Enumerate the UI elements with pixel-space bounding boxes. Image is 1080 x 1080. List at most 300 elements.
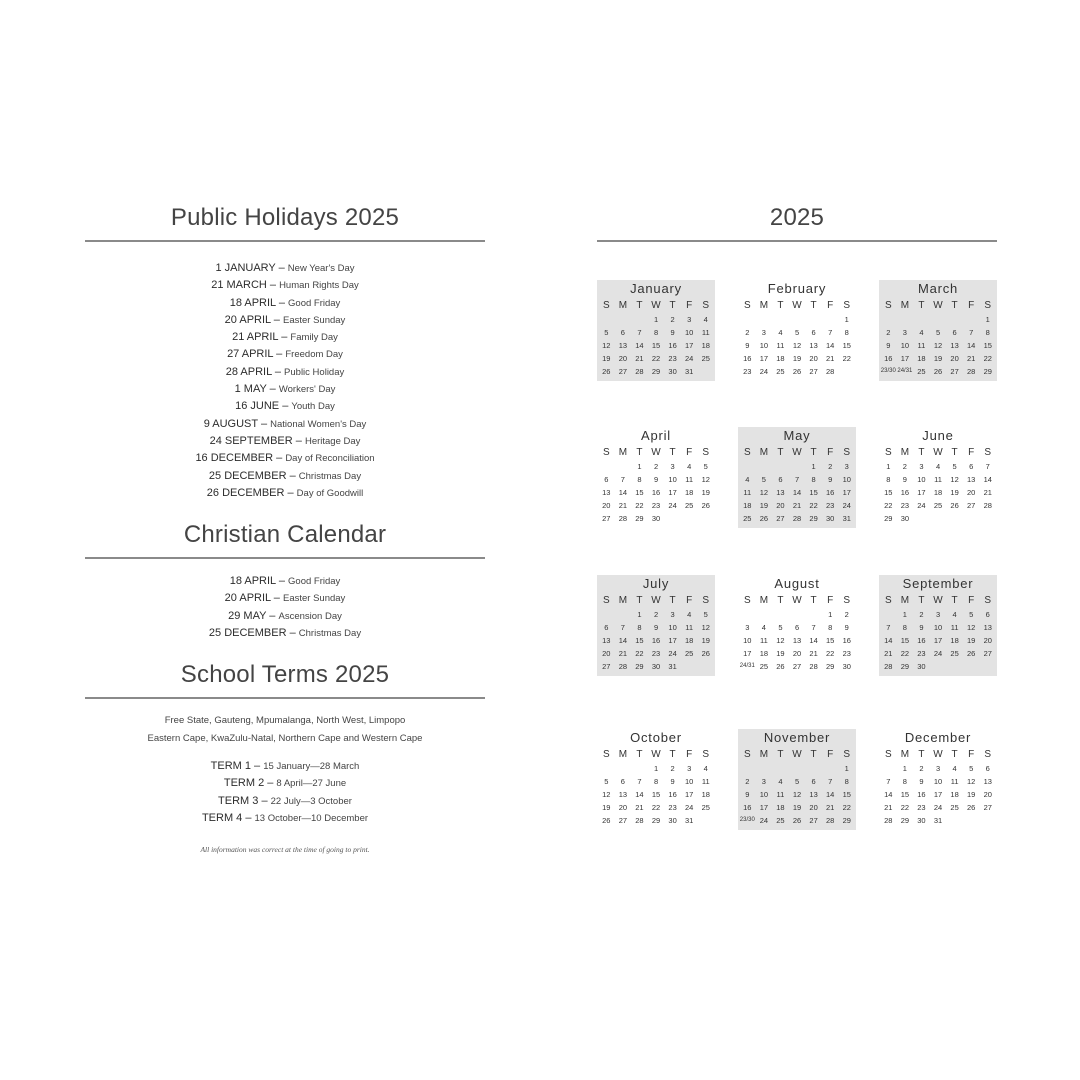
day-cell: 14 [967,341,976,350]
day-cell: 22 [983,354,992,363]
month-september [879,575,997,676]
day-cell: 1 [844,315,849,324]
week-row [880,512,996,525]
day-cell: 21 [967,354,976,363]
entry-name: Easter Sunday [282,314,346,326]
day-cell: 4 [745,475,750,484]
day-cell: 23/30 [739,817,755,823]
day-cell: 20 [950,354,959,363]
day-cell: 11 [950,777,959,786]
day-cell: 23/30 [880,368,896,374]
entry-name: New Year's Day [287,263,355,274]
day-cell: 15 [635,488,644,497]
month-october [597,729,715,830]
day-cell: 28 [635,367,644,376]
day-cell: 12 [792,790,802,799]
day-cell: 18 [933,488,943,497]
day-cell: 6 [985,764,990,773]
day-cell [739,313,756,326]
provinces-line: Free State, Gauteng, Mpumalanga, North West, Limpopo [164,715,406,726]
day-cell: 7 [985,462,990,471]
day-cell: 12 [792,341,802,350]
day-cell: 5 [761,475,766,484]
day-cell: 6 [604,475,609,484]
week-row [598,339,714,352]
week-row [739,460,855,473]
day-cell: 19 [602,803,611,812]
day-cell: 3 [761,777,766,786]
day-cell: 23 [842,649,851,658]
holiday-row [85,398,485,415]
day-cell: 9 [828,475,833,484]
weekday-label: T [810,749,817,760]
weekday-label: W [792,595,802,606]
week-row [880,460,996,473]
day-cell: 20 [792,649,802,658]
entry-date: TERM 3 – [218,794,271,807]
weekday-label: T [777,300,784,311]
day-cell: 26 [950,501,959,510]
day-cell [880,608,897,621]
day-cell: 26 [792,816,802,825]
day-cell [772,762,789,775]
week-row [880,634,996,647]
day-cell: 10 [759,790,769,799]
day-cell: 1 [637,462,642,471]
day-cell: 13 [983,777,992,786]
weekday-label: T [810,447,817,458]
day-cell: 27 [776,514,785,523]
day-cell: 4 [687,610,692,619]
weekday-label: F [968,749,975,760]
day-cell: 12 [967,623,976,632]
day-cell: 7 [620,623,625,632]
day-cell: 1 [828,610,833,619]
day-cell: 10 [668,623,677,632]
day-cell [946,313,963,326]
day-cell: 26 [967,649,976,658]
month-december [879,729,997,830]
day-cell: 18 [759,649,769,658]
entry-name: 8 April—27 June [276,778,347,790]
day-cell: 5 [794,328,800,337]
day-cell [822,313,839,326]
day-cell: 23 [668,803,677,812]
weekday-label: T [669,300,676,311]
week-row [598,608,714,621]
week-row [598,486,714,499]
day-cell: 14 [884,636,893,645]
day-cell: 15 [983,341,992,350]
week-row [880,339,996,352]
day-cell [930,313,947,326]
day-cell: 8 [828,623,833,632]
weekday-label: S [743,447,751,458]
day-cell: 21 [983,488,992,497]
day-cell: 28 [809,662,818,671]
day-cell: 22 [635,649,644,658]
day-cell: 19 [602,354,611,363]
holiday-row [85,364,485,381]
day-grid [597,762,715,827]
day-cell: 22 [900,649,910,658]
public-holidays-title: Public Holidays 2025 [170,204,400,231]
day-cell: 25 [950,803,959,812]
weekday-header [597,298,715,313]
print-disclaimer: All information was correct at the time of going to print. [200,845,370,854]
entry-date: 29 MAY – [228,609,279,622]
day-cell: 20 [983,636,992,645]
week-row [739,608,855,621]
title-rule [597,240,997,242]
entry-name: National Women's Day [270,418,367,430]
week-row [598,775,714,788]
week-row [880,352,996,365]
day-cell [880,313,897,326]
day-cell: 18 [701,790,710,799]
day-cell: 16 [884,354,893,363]
day-cell [756,608,773,621]
day-cell: 25 [776,367,785,376]
week-row [598,365,714,378]
day-cell [756,762,773,775]
day-cell: 16 [668,341,677,350]
day-cell: 20 [602,649,611,658]
entry-date: TERM 4 – [201,811,255,824]
day-cell: 12 [701,623,710,632]
weekday-label: S [884,595,892,606]
day-cell: 25 [743,514,752,523]
weekday-label: T [918,447,925,458]
week-row [880,326,996,339]
entry-name: 22 July—3 October [270,795,352,807]
day-cell: 30 [668,367,677,376]
weekday-label: M [759,749,769,760]
weekday-label: M [759,447,769,458]
weekday-label: F [686,447,693,458]
day-cell [946,814,963,827]
day-cell: 28 [792,514,802,523]
weekday-header [597,445,715,460]
day-cell: 11 [917,341,926,350]
entry-date: 20 APRIL – [224,592,283,605]
day-cell: 14 [618,488,628,497]
day-cell: 29 [651,816,661,825]
entry-name: Workers' Day [278,384,336,396]
entry-name: Christmas Day [298,470,362,482]
day-cell [615,313,632,326]
week-row [598,313,714,326]
day-cell: 4 [778,328,783,337]
day-cell: 6 [620,777,625,786]
weekday-label: S [984,595,992,606]
day-cell: 8 [844,328,849,337]
day-cell: 18 [685,488,694,497]
day-cell: 6 [604,623,609,632]
day-cell: 18 [776,803,785,812]
day-cell: 15 [635,636,644,645]
month-march [879,280,997,381]
day-cell: 4 [935,462,941,471]
day-cell: 5 [604,777,609,786]
day-cell: 30 [917,816,926,825]
entry-date: 20 APRIL – [224,313,283,326]
day-cell: 12 [933,341,943,350]
day-cell: 17 [900,354,910,363]
weekday-label: M [900,595,910,606]
day-cell: 1 [844,764,849,773]
day-cell: 6 [620,328,625,337]
entry-name: Day of Goodwill [296,487,364,499]
day-cell: 8 [902,777,907,786]
holiday-row [85,450,485,467]
day-cell: 3 [670,610,675,619]
day-cell: 13 [618,790,628,799]
weekday-label: T [669,447,676,458]
day-cell: 26 [602,367,611,376]
day-cell: 6 [969,462,974,471]
day-cell: 3 [745,623,750,632]
day-cell: 10 [759,341,769,350]
day-cell: 3 [687,315,692,324]
term-row [85,810,485,827]
day-cell: 22 [651,354,661,363]
christian-calendar-list [85,573,485,642]
entry-name: Good Friday [288,297,341,309]
day-cell [913,512,930,525]
day-cell: 7 [794,475,800,484]
weekday-label: M [759,595,769,606]
holiday-row [85,433,485,450]
weekday-label: F [686,749,693,760]
day-cell: 7 [886,623,891,632]
day-cell: 30 [651,662,661,671]
weekday-label: S [602,300,610,311]
day-cell: 8 [653,328,659,337]
day-cell: 17 [933,790,943,799]
day-cell: 26 [701,649,710,658]
day-cell: 21 [809,649,818,658]
day-cell: 13 [776,488,785,497]
week-row [598,473,714,486]
day-cell [963,512,980,525]
month-name: August [774,576,820,591]
weekday-label: W [651,447,661,458]
day-cell: 13 [602,488,611,497]
day-cell: 10 [933,777,943,786]
day-cell: 4 [952,610,957,619]
entry-date: 26 DECEMBER – [206,486,297,499]
day-cell: 29 [635,662,644,671]
entry-date: 1 MAY – [234,383,279,396]
weekday-label: W [651,300,661,311]
day-cell: 29 [884,514,893,523]
weekday-label: S [702,595,710,606]
entry-name: Freedom Day [285,349,343,361]
day-cell: 26 [602,816,611,825]
day-cell [697,365,714,378]
day-cell: 29 [635,514,644,523]
day-cell: 24/31 [739,663,755,669]
day-cell: 12 [602,341,611,350]
day-cell [913,313,930,326]
day-cell: 27 [809,367,818,376]
day-cell: 20 [618,354,628,363]
day-cell: 23 [826,501,835,510]
week-row [739,365,855,378]
day-cell: 25 [701,803,710,812]
month-name: March [917,281,959,296]
day-cell: 25 [685,501,694,510]
weekday-label: S [702,300,710,311]
weekday-header [879,593,997,608]
week-row [739,647,855,660]
weekday-label: T [918,749,925,760]
weekday-label: M [900,749,910,760]
day-cell [615,608,632,621]
day-cell: 17 [933,636,943,645]
day-cell: 4 [919,328,924,337]
day-cell: 22 [842,803,851,812]
day-cell: 17 [842,488,851,497]
day-cell: 25 [950,649,959,658]
entry-name: Christmas Day [298,627,362,639]
day-cell: 26 [967,803,976,812]
day-cell: 30 [668,816,677,825]
day-cell: 23 [651,501,661,510]
day-cell: 25 [759,662,769,671]
day-cell: 14 [635,790,644,799]
week-row [880,814,996,827]
weekday-header [597,593,715,608]
day-cell [772,460,789,473]
entry-date: 28 APRIL – [225,365,285,378]
month-name: December [904,730,972,745]
day-cell: 3 [761,328,766,337]
day-cell: 19 [792,354,802,363]
day-cell: 30 [842,662,851,671]
day-cell: 5 [703,462,708,471]
day-cell: 17 [759,354,769,363]
day-cell: 27 [967,501,976,510]
week-row [598,634,714,647]
day-cell: 17 [668,636,677,645]
weekday-label: M [618,447,628,458]
weekday-label: S [602,595,610,606]
month-name: April [640,428,671,443]
day-cell: 9 [886,341,891,350]
day-cell [946,512,963,525]
day-cell: 9 [653,623,659,632]
weekday-label: T [951,749,958,760]
week-row [880,788,996,801]
day-cell [615,762,632,775]
day-cell: 29 [983,367,992,376]
day-cell: 28 [967,367,976,376]
holiday-row [85,485,485,502]
weekday-label: T [951,447,958,458]
day-cell: 5 [604,328,609,337]
day-cell: 4 [761,623,766,632]
entry-name: 15 January—28 March [263,761,360,772]
day-grid [879,762,997,827]
week-row [598,660,714,673]
day-cell: 23 [917,803,926,812]
entry-date: TERM 2 – [223,777,277,790]
weekday-label: M [900,447,910,458]
day-cell: 26 [759,514,769,523]
day-cell: 19 [701,488,710,497]
weekday-header [738,445,856,460]
day-cell: 6 [811,777,816,786]
day-cell: 13 [809,341,818,350]
day-cell: 25 [917,367,926,376]
day-cell: 18 [917,354,926,363]
day-cell: 7 [637,328,642,337]
day-cell: 25 [776,816,785,825]
week-row [739,621,855,634]
weekday-label: W [933,447,943,458]
day-cell: 3 [670,462,675,471]
holiday-row [85,329,485,346]
day-cell: 13 [950,341,959,350]
day-cell [615,460,632,473]
day-cell: 4 [687,462,692,471]
day-cell: 9 [745,790,750,799]
holiday-row [85,468,485,485]
weekday-label: W [792,447,802,458]
day-cell: 28 [826,367,835,376]
day-cell: 13 [809,790,818,799]
weekday-label: M [900,300,910,311]
day-cell: 20 [809,803,818,812]
weekday-header [597,747,715,762]
weekday-header [879,747,997,762]
week-row [598,788,714,801]
day-cell: 12 [759,488,769,497]
weekday-label: M [618,300,628,311]
day-cell: 9 [653,475,659,484]
day-cell: 18 [776,354,785,363]
holiday-row [85,260,485,277]
day-grid [879,313,997,378]
day-cell: 31 [685,816,694,825]
day-cell: 20 [983,790,992,799]
day-cell: 2 [844,610,849,619]
weekday-label: F [968,300,975,311]
day-cell: 30 [651,514,661,523]
day-cell: 17 [743,649,752,658]
day-cell [963,660,980,673]
day-cell: 24 [842,501,851,510]
month-november [738,729,856,830]
weekday-label: S [702,447,710,458]
week-row [739,512,855,525]
day-cell: 29 [809,514,818,523]
weekday-header [879,445,997,460]
day-cell: 27 [602,514,611,523]
day-cell: 12 [602,790,611,799]
week-row [880,762,996,775]
provinces-line: Eastern Cape, KwaZulu-Natal, Northern Cape and Western Cape [147,732,423,744]
day-cell: 6 [794,623,800,632]
day-cell: 16 [917,790,926,799]
term-row [85,793,485,810]
weekday-label: S [743,749,751,760]
day-cell: 17 [759,803,769,812]
day-cell: 24 [668,649,677,658]
day-cell: 8 [902,623,907,632]
